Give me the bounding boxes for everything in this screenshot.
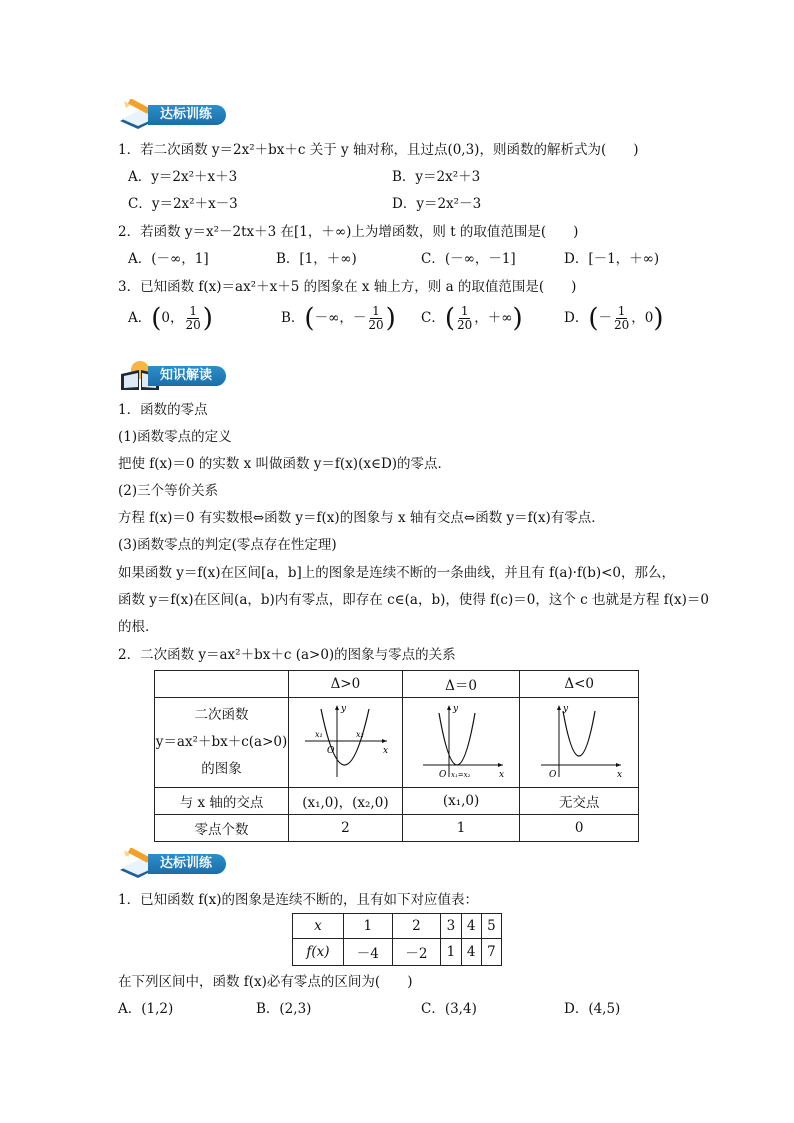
cell-intersection-none: 无交点 xyxy=(520,788,639,815)
cell-zero-count-two: 2 xyxy=(289,815,403,842)
row-intersection-label: 与 x 轴的交点 xyxy=(155,788,289,815)
value-row-cell: 7 xyxy=(481,939,501,966)
svg-text:y: y xyxy=(341,703,347,714)
svg-text:O: O xyxy=(549,769,557,780)
section-title: 达标训练 xyxy=(148,105,226,125)
section-title: 知识解读 xyxy=(148,366,226,386)
q3-stem: 3．已知函数 f(x)＝ax²＋x＋5 的图象在 x 轴上方，则 a 的取值范围是( ) xyxy=(118,279,577,295)
graph-two-roots xyxy=(289,698,403,788)
svg-text:y: y xyxy=(563,703,569,714)
value-table xyxy=(292,913,502,966)
option-label: A． xyxy=(128,310,152,326)
p1q-option-c[interactable]: C．(3,4) xyxy=(421,1001,477,1017)
q2-stem: 2．若函数 y＝x²－2tx＋3 在[1，＋∞)上为增函数，则 t 的取值范围是( ) xyxy=(118,224,579,240)
knowledge-subheading-2: (2)三个等价关系 xyxy=(118,483,219,499)
parabola-no-root-graph xyxy=(529,701,629,781)
knowledge-paragraph-3c: 的根． xyxy=(118,619,159,635)
value-row-cell: f(x) xyxy=(293,939,344,966)
knowledge-heading-2: 2．二次函数 y＝ax²＋bx＋c (a>0)的图象与零点的关系 xyxy=(118,647,456,663)
interval-right: ，＋∞ xyxy=(474,310,513,326)
interval-left: 0， xyxy=(161,310,184,326)
value-header-cell: 5 xyxy=(481,914,501,939)
knowledge-paragraph-3b: 函数 y＝f(x)在区间(a，b)内有零点，即存在 c∈(a，b)，使得 f(c)＝0，这个 c 也就是方程 f(x)＝0 xyxy=(118,592,709,608)
value-row-cell: －2 xyxy=(392,939,441,966)
value-header-cell: 4 xyxy=(461,914,481,939)
q1-stem: 1．若二次函数 y＝2x²＋bx＋c 关于 y 轴对称，且过点(0,3)，则函数的解析式为( ) xyxy=(118,142,639,158)
svg-text:O: O xyxy=(327,745,335,756)
section-badge-practice-2 xyxy=(118,848,248,876)
svg-text:x: x xyxy=(499,769,505,780)
q3-option-a[interactable]: A．(0， $\frac{1}{20}$ ) xyxy=(128,303,213,334)
p1q-option-a[interactable]: A．(1,2) xyxy=(118,1001,174,1017)
value-header-cell: 3 xyxy=(441,914,461,939)
table-corner xyxy=(155,671,289,698)
quadratic-zero-table xyxy=(154,670,639,842)
q1-option-d[interactable]: D．y＝2x²－3 xyxy=(392,196,482,212)
fraction: $\frac{1}{20}$ xyxy=(457,304,473,332)
p1q-option-d[interactable]: D．(4,5) xyxy=(564,1001,621,1017)
q2-option-d[interactable]: D．[－1，＋∞) xyxy=(564,251,660,267)
option-label: D． xyxy=(564,310,589,326)
svg-text:x₂: x₂ xyxy=(356,729,365,739)
interval-right: ，0 xyxy=(631,310,654,326)
svg-text:y: y xyxy=(453,703,459,714)
p1q-stem: 1．已知函数 f(x)的图象是连续不断的，且有如下对应值表： xyxy=(118,892,479,908)
value-row-cell: 4 xyxy=(461,939,481,966)
value-row-cell: 1 xyxy=(441,939,461,966)
knowledge-paragraph-1: 把使 f(x)＝0 的实数 x 叫做函数 y＝f(x)(x∈D)的零点． xyxy=(118,456,452,472)
cell-zero-count-one: 1 xyxy=(402,815,520,842)
knowledge-paragraph-2: 方程 f(x)＝0 有实数根⇔函数 y＝f(x)的图象与 x 轴有交点⇔函数 y＝f(x)有零点． xyxy=(118,510,605,526)
p1q-option-b[interactable]: B．(2,3) xyxy=(256,1001,312,1017)
value-header-cell: 1 xyxy=(343,914,392,939)
q1-option-b[interactable]: B．y＝2x²＋3 xyxy=(392,169,481,185)
fraction: $\frac{1}{20}$ xyxy=(368,304,384,332)
knowledge-subheading-1: (1)函数零点的定义 xyxy=(118,429,232,445)
header-delta-positive: Δ>0 xyxy=(289,671,403,698)
value-row-cell: －4 xyxy=(343,939,392,966)
q1-option-a[interactable]: A．y＝2x²＋x＋3 xyxy=(128,169,238,185)
cell-intersection-two: (x₁,0)，(x₂,0) xyxy=(289,788,403,815)
header-delta-negative: Δ<0 xyxy=(520,671,639,698)
svg-text:x: x xyxy=(617,769,623,780)
value-header-cell: 2 xyxy=(392,914,441,939)
parabola-one-root-graph xyxy=(411,701,511,781)
section-badge-knowledge xyxy=(118,360,258,388)
knowledge-paragraph-3a: 如果函数 y＝f(x)在区间[a，b]上的图象是连续不断的一条曲线，并且有 f(a)·f(b)<0，那么， xyxy=(118,565,676,581)
knowledge-subheading-3: (3)函数零点的判定(零点存在性定理) xyxy=(118,537,337,553)
q1-option-c[interactable]: C．y＝2x²＋x－3 xyxy=(128,196,238,212)
q3-option-d[interactable]: D．(－ $\frac{1}{20}$ ，0) xyxy=(564,303,664,334)
q3-option-b[interactable]: B．(－∞，－ $\frac{1}{20}$ ) xyxy=(281,303,396,334)
graph-no-root xyxy=(520,698,639,788)
fraction: $\frac{1}{20}$ xyxy=(185,304,201,332)
option-label: B． xyxy=(281,310,305,326)
svg-text:O: O xyxy=(439,769,447,780)
fraction: $\frac{1}{20}$ xyxy=(613,304,630,332)
option-label: C． xyxy=(421,310,445,326)
q2-option-a[interactable]: A．(－∞，1] xyxy=(128,251,209,267)
value-header-cell: x xyxy=(293,914,344,939)
section-title: 达标训练 xyxy=(148,854,226,874)
q2-option-c[interactable]: C．(－∞，－1] xyxy=(421,251,516,267)
row-graph-label: 二次函数 y＝ax²＋bx＋c(a>0) 的图象 xyxy=(155,698,289,788)
section-badge-practice-1 xyxy=(118,99,248,127)
row-zero-count-label: 零点个数 xyxy=(155,815,289,842)
svg-text:x: x xyxy=(383,745,389,756)
cell-zero-count-none: 0 xyxy=(520,815,639,842)
header-delta-zero: Δ＝0 xyxy=(402,671,520,698)
q2-option-b[interactable]: B．[1，＋∞) xyxy=(276,251,357,267)
interval-left: －∞，－ xyxy=(314,310,367,326)
knowledge-heading-1: 1．函数的零点 xyxy=(118,402,208,418)
svg-text:x₁: x₁ xyxy=(315,729,324,739)
cell-intersection-one: (x₁,0) xyxy=(402,788,520,815)
svg-text:x₁=x₂: x₁=x₂ xyxy=(451,770,471,779)
p1q-ask: 在下列区间中，函数 f(x)必有零点的区间为( ) xyxy=(118,974,413,990)
interval-left: － xyxy=(598,310,612,326)
graph-one-root xyxy=(402,698,520,788)
parabola-two-roots-graph xyxy=(295,701,395,781)
q3-option-c[interactable]: C．( $\frac{1}{20}$ ，＋∞) xyxy=(421,303,523,334)
